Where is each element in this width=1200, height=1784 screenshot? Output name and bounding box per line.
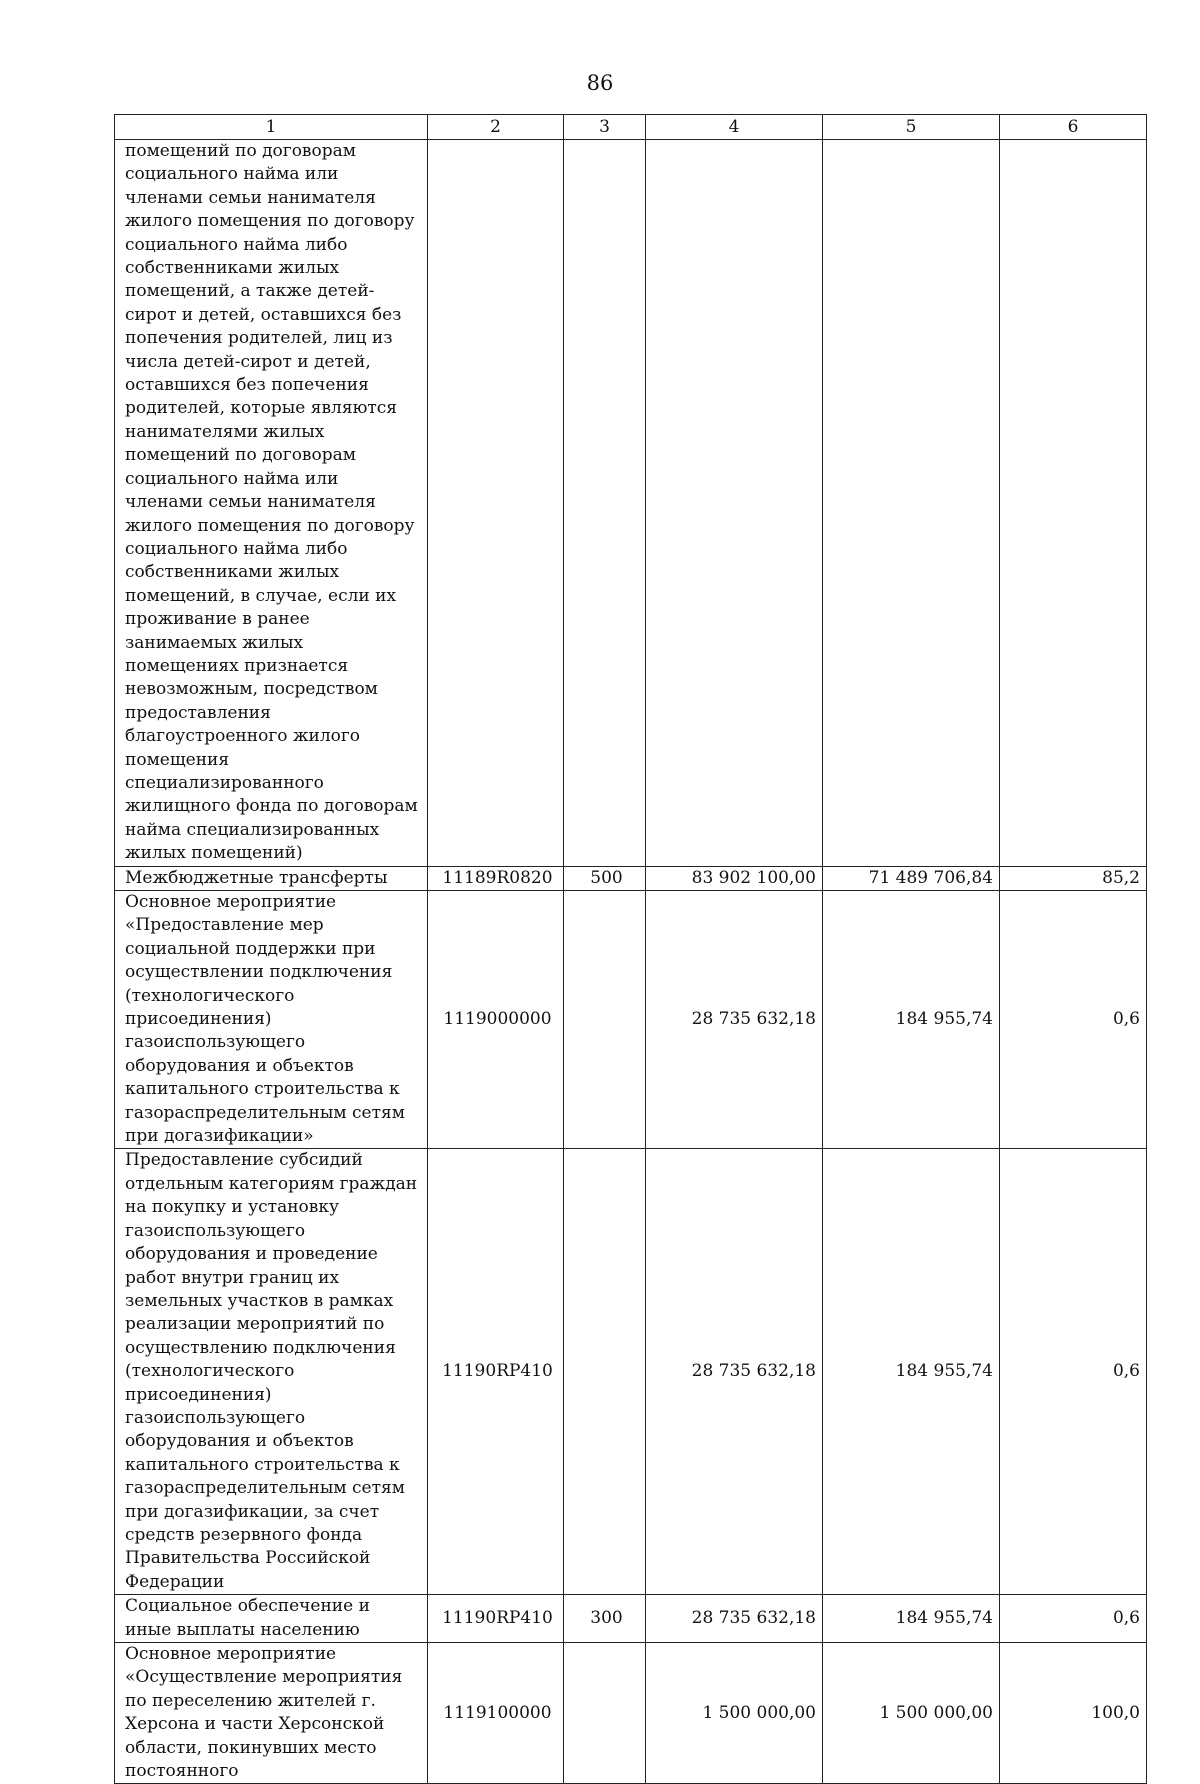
row-type-cell <box>564 1149 646 1595</box>
row-actual-cell: 184 955,74 <box>823 1595 1000 1643</box>
row-name-cell: помещений по договорам социального найма или членами семьи нанимателя жилого помещения по договору социального найма либо собственниками жилых помещений, а также детей-сирот и детей, оставшихся без попечения родителей, лиц из числа детей-сирот и детей, оставшихся без попечения родителей, которые являются нанимателями жилых помещений по договорам социального найма или членами семьи нанимателя жилого помещения по договору социального найма либо собственниками жилых помещений, в случае, если их проживание в ранее занимаемых жилых помещениях признается невозможным, посредством предоставления благоустроенного жилого помещения специализированного жилищного фонда по договорам найма специализированных жилых помещений) <box>115 140 428 867</box>
row-type-cell: 300 <box>564 1595 646 1643</box>
row-planned-cell: 1 500 000,00 <box>646 1643 823 1784</box>
budget-table <box>114 114 1147 1784</box>
column-header-6: 6 <box>1000 115 1147 140</box>
table-row <box>115 891 1147 1149</box>
row-actual-cell: 184 955,74 <box>823 891 1000 1149</box>
row-type-cell <box>564 891 646 1149</box>
row-code-cell: 11190RP410 <box>428 1595 564 1643</box>
row-percent-cell <box>1000 140 1147 867</box>
row-code-cell: 1119000000 <box>428 891 564 1149</box>
row-percent-cell: 85,2 <box>1000 866 1147 890</box>
row-percent-cell: 0,6 <box>1000 1149 1147 1595</box>
row-name-cell: Межбюджетные трансферты <box>115 866 428 890</box>
row-actual-cell: 184 955,74 <box>823 1149 1000 1595</box>
row-planned-cell <box>646 140 823 867</box>
row-planned-cell: 28 735 632,18 <box>646 891 823 1149</box>
row-name-cell: Основное мероприятие «Осуществление мероприятия по переселению жителей г. Херсона и части Херсонской области, покинувших место постоянного <box>115 1643 428 1784</box>
row-name-cell: Предоставление субсидий отдельным категориям граждан на покупку и установку газоиспользующего оборудования и проведение работ внутри границ их земельных участков в рамках реализации мероприятий по осуществлению подключения (технологического присоединения) газоиспользующего оборудования и объектов капитального строительства к газораспределительным сетям при догазификации, за счет средств резервного фонда Правительства Российской Федерации <box>115 1149 428 1595</box>
table-row <box>115 1643 1147 1784</box>
row-planned-cell: 83 902 100,00 <box>646 866 823 890</box>
column-header-3: 3 <box>564 115 646 140</box>
table-row <box>115 140 1147 867</box>
row-actual-cell <box>823 140 1000 867</box>
row-code-cell: 11190RP410 <box>428 1149 564 1595</box>
column-header-4: 4 <box>646 115 823 140</box>
column-header-5: 5 <box>823 115 1000 140</box>
row-name-cell: Социальное обеспечение и иные выплаты населению <box>115 1595 428 1643</box>
row-type-cell: 500 <box>564 866 646 890</box>
row-code-cell: 1119100000 <box>428 1643 564 1784</box>
row-percent-cell: 0,6 <box>1000 1595 1147 1643</box>
row-type-cell <box>564 1643 646 1784</box>
row-planned-cell: 28 735 632,18 <box>646 1595 823 1643</box>
row-name-cell: Основное мероприятие «Предоставление мер социальной поддержки при осуществлении подключения (технологического присоединения) газоиспользующего оборудования и объектов капитального строительства к газораспределительным сетям при догазификации» <box>115 891 428 1149</box>
column-header-2: 2 <box>428 115 564 140</box>
row-actual-cell: 71 489 706,84 <box>823 866 1000 890</box>
row-planned-cell: 28 735 632,18 <box>646 1149 823 1595</box>
table-row <box>115 1595 1147 1643</box>
table-row <box>115 1149 1147 1595</box>
row-type-cell <box>564 140 646 867</box>
row-percent-cell: 100,0 <box>1000 1643 1147 1784</box>
column-header-1: 1 <box>115 115 428 140</box>
row-actual-cell: 1 500 000,00 <box>823 1643 1000 1784</box>
table-row <box>115 866 1147 890</box>
row-code-cell: 11189R0820 <box>428 866 564 890</box>
row-percent-cell: 0,6 <box>1000 891 1147 1149</box>
page-number: 86 <box>586 71 614 95</box>
row-code-cell <box>428 140 564 867</box>
header-row <box>115 115 1147 140</box>
